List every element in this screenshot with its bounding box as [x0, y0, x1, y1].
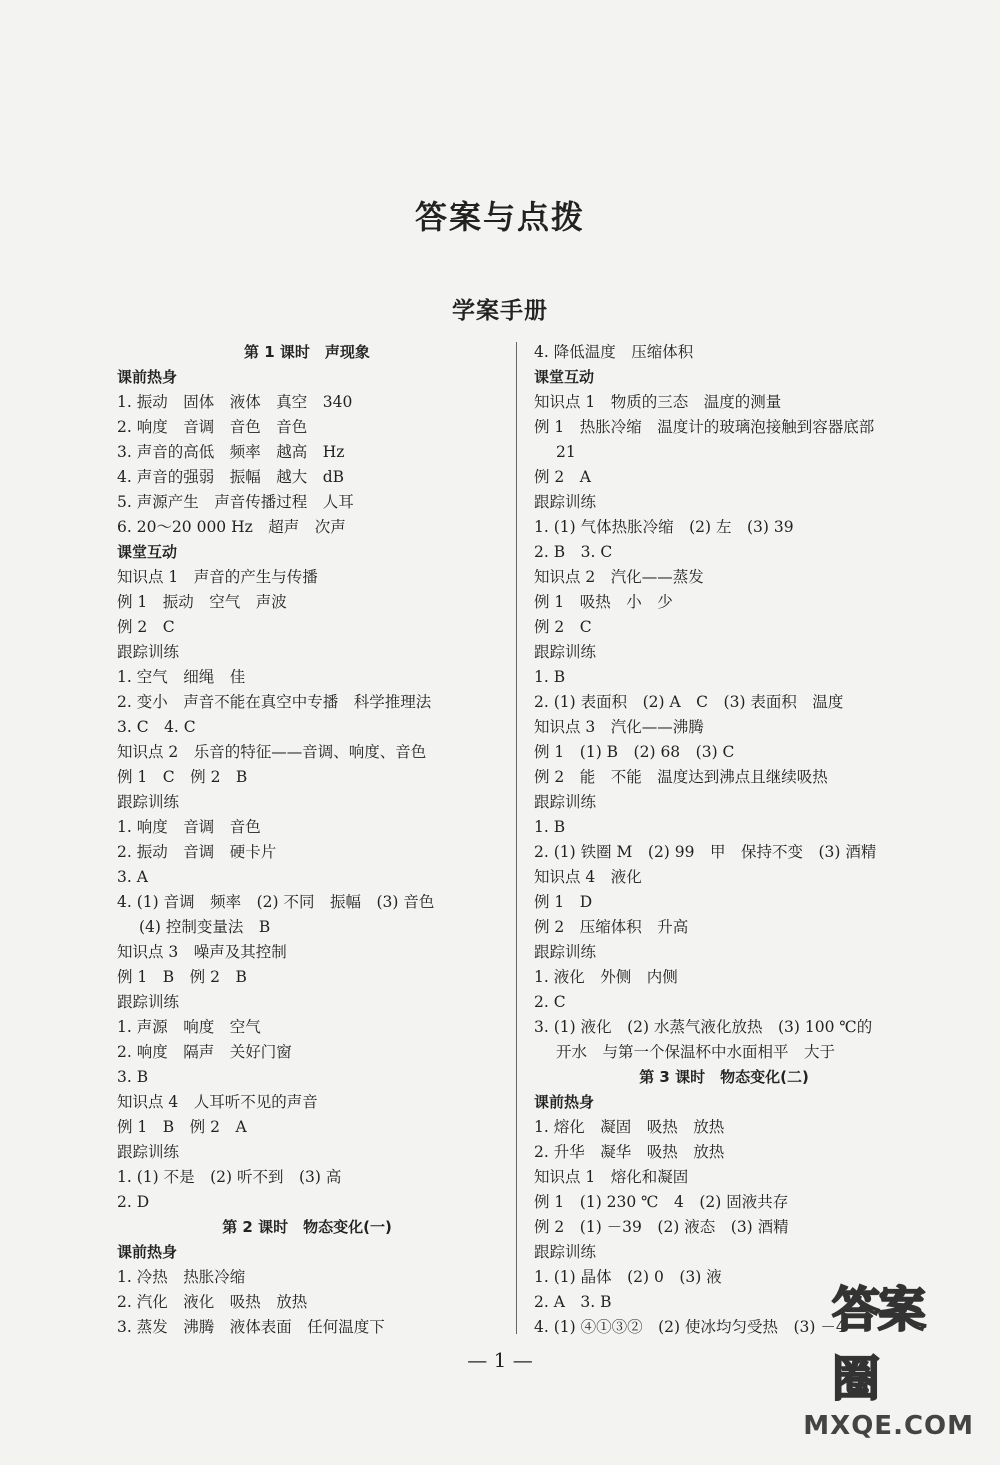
lesson-heading: 第 1 课时 声现象 [244, 343, 370, 361]
watermark-url: MXQE.COM [803, 1411, 974, 1441]
answer-line: 跟踪训练 [117, 1143, 180, 1161]
answer-line: 跟踪训练 [534, 943, 597, 961]
answer-line: 跟踪训练 [534, 793, 597, 811]
answer-line: 例 2 C [534, 618, 592, 636]
answer-line: 3. B [117, 1068, 149, 1086]
subsection-heading: 课前热身 [534, 1093, 595, 1111]
answer-line: 跟踪训练 [534, 1243, 597, 1261]
left-column [117, 340, 497, 1340]
answer-line: 例 1 热胀冷缩 温度计的玻璃泡接触到容器底部 [534, 418, 875, 436]
answer-line: 4. (1) ④①③② (2) 使冰均匀受热 (3) －4 [534, 1318, 846, 1336]
answer-line: 2. A 3. B [534, 1293, 612, 1311]
answer-line: 3. 声音的高低 频率 越高 Hz [117, 443, 345, 461]
answer-line: 跟踪训练 [534, 643, 597, 661]
answer-line: 4. 降低温度 压缩体积 [534, 343, 694, 361]
answer-line: 1. (1) 晶体 (2) 0 (3) 液 [534, 1268, 722, 1286]
answer-line: 例 1 振动 空气 声波 [117, 593, 287, 611]
answer-line: 2. 升华 凝华 吸热 放热 [534, 1143, 725, 1161]
answer-line: 知识点 4 液化 [534, 868, 642, 886]
answer-line: 知识点 1 声音的产生与传播 [117, 568, 318, 586]
answer-line: 1. B [534, 818, 566, 836]
answer-line: 2. (1) 铁圈 M (2) 99 甲 保持不变 (3) 酒精 [534, 843, 877, 861]
answer-line: 知识点 3 汽化——沸腾 [534, 718, 704, 736]
answer-line: 3. 蒸发 沸腾 液体表面 任何温度下 [117, 1318, 385, 1336]
answer-line: 例 2 (1) －39 (2) 液态 (3) 酒精 [534, 1218, 789, 1236]
page-number: — 1 — [467, 1348, 533, 1372]
page-title: 答案与点拨 [414, 198, 585, 236]
answer-line: 知识点 1 熔化和凝固 [534, 1168, 689, 1186]
lesson-heading: 第 2 课时 物态变化(一) [222, 1218, 392, 1236]
answer-line: 1. 声源 响度 空气 [117, 1018, 261, 1036]
answer-line: 1. 冷热 热胀冷缩 [117, 1268, 246, 1286]
section-title: 学案手册 [452, 298, 548, 324]
answer-line: 2. 响度 音调 音色 音色 [117, 418, 308, 436]
answer-line: 1. 振动 固体 液体 真空 340 [117, 393, 353, 411]
answer-line: 1. (1) 气体热胀冷缩 (2) 左 (3) 39 [534, 518, 794, 536]
answer-line: 例 1 B 例 2 A [117, 1118, 247, 1136]
subsection-heading: 课前热身 [117, 368, 178, 386]
answer-line: 跟踪训练 [534, 493, 597, 511]
answer-line: 知识点 3 噪声及其控制 [117, 943, 287, 961]
answer-line: 4. 声音的强弱 振幅 越大 dB [117, 468, 345, 486]
answer-line: 2. B 3. C [534, 543, 613, 561]
answer-line: 2. 汽化 液化 吸热 放热 [117, 1293, 308, 1311]
answer-line: 4. (1) 音调 频率 (2) 不同 振幅 (3) 音色 [117, 893, 435, 911]
answer-line: 例 1 (1) B (2) 68 (3) C [534, 743, 735, 761]
answer-line: 5. 声源产生 声音传播过程 人耳 [117, 493, 354, 511]
answer-line: 知识点 1 物质的三态 温度的测量 [534, 393, 782, 411]
answer-line: 知识点 4 人耳听不见的声音 [117, 1093, 318, 1111]
answer-line: 例 1 吸热 小 少 [534, 593, 673, 611]
answer-line: 例 2 压缩体积 升高 [534, 918, 689, 936]
answer-line: 2. (1) 表面积 (2) A C (3) 表面积 温度 [534, 693, 844, 711]
right-column [534, 340, 914, 1340]
answer-line: 例 1 C 例 2 B [117, 768, 248, 786]
answer-line-continued: (4) 控制变量法 B [139, 918, 271, 936]
answer-line: 3. (1) 液化 (2) 水蒸气液化放热 (3) 100 ℃的 [534, 1018, 873, 1036]
lesson-heading: 第 3 课时 物态变化(二) [639, 1068, 809, 1086]
answer-line: 知识点 2 乐音的特征——音调、响度、音色 [117, 743, 427, 761]
watermark [803, 1282, 982, 1451]
answer-line: 例 1 D [534, 893, 593, 911]
answer-line: 例 1 (1) 230 ℃ 4 (2) 固液共存 [534, 1193, 789, 1211]
answer-line-continued: 21 [556, 443, 576, 461]
answer-line: 跟踪训练 [117, 643, 180, 661]
answer-line: 3. A [117, 868, 148, 886]
answer-line: 例 2 C [117, 618, 175, 636]
answer-line: 1. B [534, 668, 566, 686]
answer-line: 1. 空气 细绳 佳 [117, 668, 246, 686]
answer-line: 跟踪训练 [117, 793, 180, 811]
answer-line-continued: 开水 与第一个保温杯中水面相平 大于 [556, 1043, 836, 1061]
answer-line: 跟踪训练 [117, 993, 180, 1011]
answer-line: 1. 响度 音调 音色 [117, 818, 261, 836]
subsection-heading: 课堂互动 [117, 543, 178, 561]
watermark-logo: 答案圈 [832, 1282, 925, 1407]
subsection-heading: 课堂互动 [534, 368, 595, 386]
answer-line: 2. 振动 音调 硬卡片 [117, 843, 277, 861]
answer-line: 6. 20～20 000 Hz 超声 次声 [117, 518, 346, 536]
subsection-heading: 课前热身 [117, 1243, 178, 1261]
answer-line: 2. 响度 隔声 关好门窗 [117, 1043, 292, 1061]
answer-line: 1. 熔化 凝固 吸热 放热 [534, 1118, 725, 1136]
answer-line: 3. C 4. C [117, 718, 196, 736]
answer-line: 2. 变小 声音不能在真空中专播 科学推理法 [117, 693, 432, 711]
answer-line: 例 2 A [534, 468, 591, 486]
column-divider [516, 342, 517, 1334]
answer-line: 1. 液化 外侧 内侧 [534, 968, 678, 986]
answer-line: 例 2 能 不能 温度达到沸点且继续吸热 [534, 768, 828, 786]
answer-line: 2. C [534, 993, 566, 1011]
answer-line: 知识点 2 汽化——蒸发 [534, 568, 704, 586]
answer-line: 1. (1) 不是 (2) 听不到 (3) 高 [117, 1168, 342, 1186]
answer-line: 例 1 B 例 2 B [117, 968, 247, 986]
answer-line: 2. D [117, 1193, 150, 1211]
